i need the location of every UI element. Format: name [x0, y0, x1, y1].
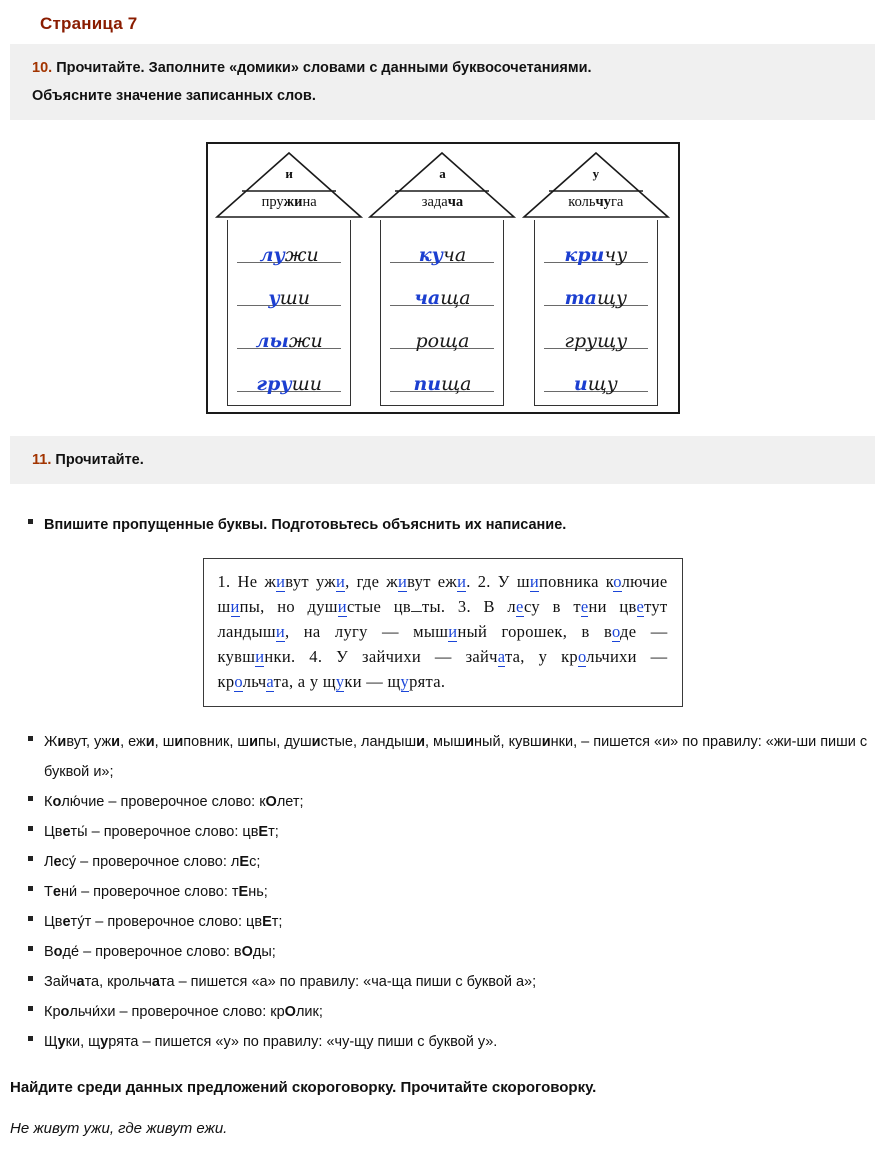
exercise-text-run: льчихи — кр	[217, 647, 668, 691]
answer-text-run: су́ – проверочное слово: л	[61, 854, 240, 870]
highlighted-letter: и	[249, 734, 258, 750]
handwritten-ink-part: лы	[255, 330, 289, 353]
handwritten-ink-part: пи	[413, 373, 442, 396]
answer-text-run: пы, душ	[257, 734, 312, 750]
highlighted-letter: О	[284, 1004, 296, 1020]
handwritten-ink-part: кри	[564, 243, 605, 266]
answer-text-run: В	[44, 944, 54, 960]
page-title: Страница 7	[40, 14, 138, 33]
handwritten-printed-part: ща	[440, 286, 471, 309]
highlighted-letter: О	[265, 794, 277, 810]
highlighted-letter: у	[100, 1034, 109, 1050]
handwritten-word	[387, 243, 497, 266]
answer-list-item	[28, 787, 885, 817]
handwritten-ink-part: лу	[259, 243, 285, 266]
handwritten-word	[387, 332, 497, 351]
exercise-text-run: су в т	[524, 597, 581, 616]
exercise-text-run: . 2. У ш	[466, 572, 530, 591]
house-roof	[521, 150, 671, 220]
highlighted-letter: е	[62, 824, 71, 840]
exercise-text-run: пы, но душ	[239, 597, 338, 616]
exercise-text-run: та, а у щ	[273, 672, 336, 691]
houses-figure-wrap	[0, 142, 885, 414]
inserted-letter: и	[457, 572, 467, 591]
handwritten-printed-part: ши	[291, 373, 322, 396]
roof-word: кольчуга	[568, 194, 624, 210]
answer-text-run: Цв	[44, 914, 63, 930]
handwritten-printed-part: чу	[604, 243, 628, 266]
house-body	[227, 220, 351, 406]
exercise-text-run: повника к	[539, 572, 614, 591]
tongue-twister: Не живут ужи, где живут ежи.	[10, 1120, 228, 1137]
bullet-square-icon	[28, 826, 33, 831]
bullet-square-icon	[28, 736, 33, 741]
house-roof	[214, 150, 364, 220]
missing-letter-blank	[411, 611, 422, 612]
inserted-letter: и	[529, 572, 539, 591]
house-2	[367, 150, 517, 406]
answer-text-run: рята – пишется «у» по правилу: «чу-щу пиши с буквой у».	[108, 1034, 498, 1050]
answer-text-run: т;	[271, 914, 283, 930]
roof-word: задача	[421, 194, 464, 210]
inserted-letter: и	[275, 622, 286, 641]
highlighted-letter: О	[241, 944, 253, 960]
highlighted-letter: и	[57, 734, 67, 750]
inserted-letter: и	[336, 572, 346, 591]
highlighted-letter: Е	[239, 854, 250, 870]
highlighted-letter: е	[62, 914, 71, 930]
answer-text-run: нь;	[248, 884, 268, 900]
answer-list-item	[28, 727, 885, 787]
highlighted-letter: е	[53, 854, 62, 870]
inserted-letter: и	[397, 572, 408, 591]
bullet-square-icon	[28, 856, 33, 861]
bullet-square-icon	[28, 976, 33, 981]
task-11-title: Прочитайте.	[55, 452, 144, 468]
handwritten-printed-part: ща	[441, 373, 472, 396]
house-word-line	[234, 274, 344, 312]
highlighted-letter: о	[52, 794, 62, 810]
handwritten-printed-part: жи	[284, 243, 319, 266]
house-word-line	[234, 231, 344, 269]
task-11-line	[32, 446, 875, 474]
inserted-letter: о	[611, 622, 621, 641]
house-word-line	[387, 231, 497, 269]
answer-text-run: ты́ – проверочное слово: цв	[70, 824, 259, 840]
handwritten-printed-part: ча	[443, 243, 467, 266]
inserted-letter: о	[577, 647, 587, 666]
answer-text-run: стые, ландыш	[320, 734, 417, 750]
highlighted-letter: о	[53, 944, 63, 960]
highlighted-letter: и	[416, 734, 425, 750]
inserted-letter: у	[400, 672, 410, 691]
highlighted-letter: Е	[238, 884, 249, 900]
house-word-line	[541, 360, 651, 398]
exercise-text-run: льч	[242, 672, 267, 691]
handwritten-printed-part: щу	[587, 373, 618, 396]
handwritten-word	[234, 375, 344, 394]
highlighted-letter: и	[111, 734, 121, 750]
answer-text	[44, 727, 885, 787]
answer-text-run: лю́чие – проверочное слово: к	[61, 794, 266, 810]
closing-instruction: Найдите среди данных предложений скороговорку. Прочитайте скороговорку.	[10, 1079, 597, 1096]
answer-text-run: , мыш	[425, 734, 466, 750]
exercise-text-run: вут уж	[285, 572, 336, 591]
highlighted-letter: и	[174, 734, 184, 750]
exercise-text-run: ки — щ	[344, 672, 401, 691]
answer-text	[44, 847, 260, 877]
highlighted-letter: Е	[262, 914, 272, 930]
inserted-letter: о	[613, 572, 622, 591]
exercise-text-run: , где ж	[345, 572, 398, 591]
highlighted-letter: и	[541, 734, 551, 750]
task-10-line-1	[32, 54, 875, 82]
house-word-line	[234, 317, 344, 355]
highlighted-letter: у	[57, 1034, 66, 1050]
answer-text-run: лик;	[295, 1004, 323, 1020]
answer-list-item	[28, 817, 885, 847]
exercise-text-run: тут ландыш	[217, 597, 668, 641]
task-10-text-1: Прочитайте. Заполните «домики» словами с данными буквосочетаниями.	[56, 60, 592, 76]
roof-word: пружина	[261, 194, 317, 210]
inserted-letter: и	[230, 597, 240, 616]
handwritten-ink-part: та	[564, 286, 597, 309]
answer-text-run: ту́т – проверочное слово: цв	[70, 914, 263, 930]
handwritten-word	[541, 243, 651, 266]
handwritten-word	[234, 286, 344, 309]
answer-text	[44, 997, 323, 1027]
answer-text-run: ды;	[252, 944, 276, 960]
highlighted-letter: е	[52, 884, 61, 900]
house-word-line	[541, 231, 651, 269]
house-word-line	[387, 317, 497, 355]
bullet-square-icon	[28, 946, 33, 951]
handwritten-word	[541, 375, 651, 394]
task-10-line-2: Объясните значение записанных слов.	[32, 88, 316, 104]
houses-row	[208, 144, 678, 412]
answer-list-item	[28, 997, 885, 1027]
exercise-text-run: 1. Не ж	[217, 572, 277, 591]
answer-text-run: К	[44, 794, 53, 810]
highlighted-letter: а	[151, 974, 160, 990]
bullet-square-icon	[28, 1006, 33, 1011]
inserted-letter: у	[335, 672, 345, 691]
answer-text-run: с;	[249, 854, 261, 870]
handwritten-printed-part: роща	[415, 330, 470, 353]
task-11-band	[10, 436, 875, 484]
exercise-text-run: та, у кр	[504, 647, 578, 666]
answer-text	[44, 817, 279, 847]
inserted-letter: а	[266, 672, 274, 691]
answer-list-item	[28, 877, 885, 907]
subtask-row	[28, 510, 885, 540]
answer-text	[44, 787, 304, 817]
handwritten-word	[387, 286, 497, 309]
answer-text-run: повник, ш	[183, 734, 250, 750]
handwritten-printed-part: жи	[288, 330, 323, 353]
inserted-letter: о	[234, 672, 243, 691]
answer-text-run: та – пишется «а» по правилу: «ча-ща пиши с буквой а»;	[160, 974, 537, 990]
highlighted-letter: и	[311, 734, 321, 750]
answer-list-item	[28, 937, 885, 967]
inserted-letter: и	[255, 647, 265, 666]
handwritten-ink-part: ку	[418, 243, 444, 266]
answer-text-run: де́ – проверочное слово: в	[62, 944, 242, 960]
house-word-line	[387, 360, 497, 398]
task-11-number: 11.	[32, 452, 52, 468]
subtask-text: Впишите пропущенные буквы. Подготовьтесь объяснить их написание.	[44, 517, 567, 533]
exercise-box-wrap	[0, 558, 885, 707]
inserted-letter: и	[337, 597, 347, 616]
exercise-text-run: рята.	[409, 672, 446, 691]
answer-text	[44, 937, 276, 967]
answer-text-run: ки, щ	[65, 1034, 101, 1050]
exercise-text-run: ни цв	[588, 597, 637, 616]
bullet-square-icon	[28, 1036, 33, 1041]
bullet-square-icon	[28, 886, 33, 891]
answer-text-run: Л	[44, 854, 54, 870]
exercise-text-box	[203, 558, 683, 707]
answer-text-run: та, крольч	[84, 974, 152, 990]
task-10-number: 10.	[32, 60, 53, 76]
house-word-line	[541, 274, 651, 312]
handwritten-word	[541, 332, 651, 351]
inserted-letter: е	[636, 597, 645, 616]
house-word-line	[234, 360, 344, 398]
highlighted-letter: и	[465, 734, 475, 750]
house-roof	[367, 150, 517, 220]
exercise-text-run: де — кувш	[217, 622, 668, 666]
handwritten-word	[234, 243, 344, 266]
answer-list-item	[28, 847, 885, 877]
roof-letter: и	[285, 166, 293, 181]
answer-text-run: ни́ – проверочное слово: т	[60, 884, 239, 900]
answer-text	[44, 967, 536, 997]
answer-text-run: Ж	[44, 734, 58, 750]
house-body	[534, 220, 658, 406]
bullet-square-icon	[28, 796, 33, 801]
highlighted-letter: о	[60, 1004, 70, 1020]
answer-text-run: ный, кувш	[474, 734, 542, 750]
answer-text-run: Зайч	[44, 974, 77, 990]
handwritten-word	[234, 332, 344, 351]
task-10-band	[10, 44, 875, 120]
answer-list-item	[28, 967, 885, 997]
answer-text-run: Щ	[44, 1034, 58, 1050]
house-word-line	[387, 274, 497, 312]
answer-text	[44, 1027, 497, 1057]
answer-text-run: Кр	[44, 1004, 61, 1020]
house-3	[521, 150, 671, 406]
answer-text-run: нки, – пишется «и» по правилу: «жи-ши пиши с буквой и»;	[44, 734, 868, 780]
handwritten-word	[387, 375, 497, 394]
handwritten-printed-part: щу	[597, 286, 628, 309]
inserted-letter: е	[515, 597, 525, 616]
exercise-text-run: лючие ш	[217, 572, 668, 616]
exercise-text-run: стые цв	[346, 597, 411, 616]
exercise-text-run: ный горошек, в в	[457, 622, 612, 641]
answer-text-run: , ш	[154, 734, 175, 750]
exercise-text-run: , на лугу — мыш	[285, 622, 449, 641]
highlighted-letter: Е	[258, 824, 269, 840]
answer-text-run: Цв	[44, 824, 63, 840]
answer-text-run: т;	[268, 824, 279, 840]
exercise-text-run: ты. 3. В л	[421, 597, 516, 616]
answer-text-run: лет;	[276, 794, 304, 810]
answer-text	[44, 907, 282, 937]
roof-letter: а	[439, 166, 446, 181]
handwritten-ink-part: у	[268, 286, 280, 309]
house-body	[380, 220, 504, 406]
houses-frame	[206, 142, 680, 414]
answer-list-item	[28, 907, 885, 937]
handwritten-word	[541, 286, 651, 309]
highlighted-letter: а	[76, 974, 85, 990]
handwritten-ink-part: гру	[256, 373, 292, 396]
handwritten-ink-part: и	[573, 373, 588, 396]
bullet-square-icon	[28, 916, 33, 921]
inserted-letter: е	[580, 597, 589, 616]
answers-list	[0, 727, 885, 1057]
answer-text	[44, 877, 268, 907]
handwritten-printed-part: ши	[279, 286, 310, 309]
handwritten-ink-part: ча	[414, 286, 441, 309]
house-1	[214, 150, 364, 406]
answer-text-run: льчи́хи – проверочное слово: кр	[69, 1004, 285, 1020]
answer-list-item	[28, 1027, 885, 1057]
roof-letter: у	[592, 166, 600, 181]
inserted-letter: и	[448, 622, 458, 641]
answer-text-run: Т	[44, 884, 53, 900]
inserted-letter: и	[276, 572, 286, 591]
house-word-line	[541, 317, 651, 355]
handwritten-printed-part: грущу	[564, 330, 628, 353]
answer-text-run: , еж	[120, 734, 146, 750]
bullet-square-icon	[28, 519, 33, 524]
answer-text-run: вут, уж	[66, 734, 112, 750]
highlighted-letter: и	[145, 734, 155, 750]
exercise-text-run: нки. 4. У зайчихи — зайч	[264, 647, 498, 666]
inserted-letter: а	[497, 647, 505, 666]
exercise-text-run: вут еж	[407, 572, 458, 591]
